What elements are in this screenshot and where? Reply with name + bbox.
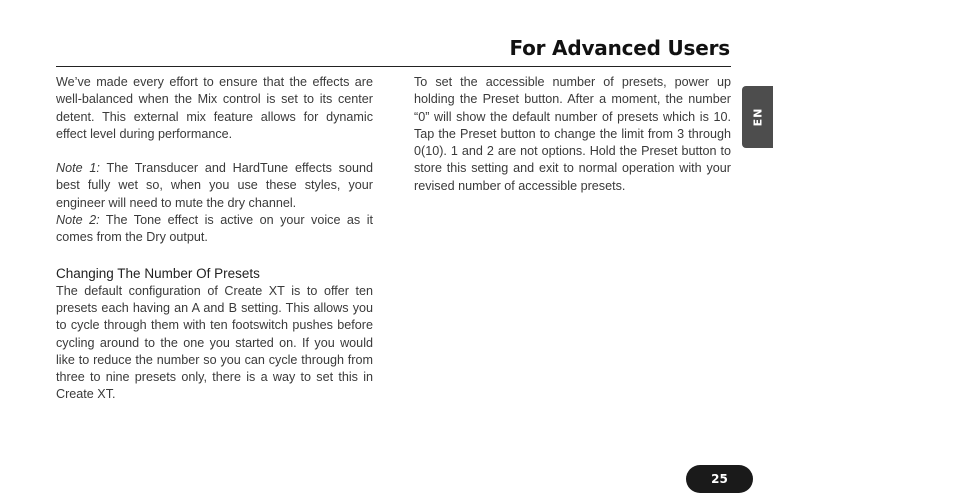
note-1-label: Note 1:	[56, 161, 100, 176]
language-tab-label: EN	[751, 107, 764, 127]
section-heading: Changing The Number Of Presets	[56, 265, 260, 281]
note-2-label: Note 2:	[56, 213, 100, 228]
header-divider	[56, 66, 731, 67]
page-title: For Advanced Users	[509, 36, 730, 60]
right-column	[414, 74, 731, 195]
left-column	[56, 74, 373, 404]
note-2-text: The Tone effect is active on your voice as it comes from the Dry output.	[56, 213, 373, 245]
page-number-badge: 25	[686, 465, 753, 493]
intro-paragraph: We’ve made every effort to ensure that the effects are well-balanced when the Mix control is set to its center detent. This external mix feature allows for dynamic effect level during performance.	[56, 75, 373, 141]
note-2-paragraph	[56, 212, 373, 247]
language-tab	[742, 86, 773, 148]
section-body-paragraph: The default configuration of Create XT is to offer ten presets each having an A and B setting. This allows you to cycle through them with ten footswitch pushes before cycling around to the one you started on. If you would like to reduce the number so you can cycle through from three to nine presets only, there is a way to set this in Create XT.	[56, 283, 373, 402]
note-1-text: The Transducer and HardTune effects sound best fully wet so, when you use these styles, your engineer will need to mute the dry channel.	[56, 161, 373, 210]
note-1-paragraph	[56, 160, 373, 212]
right-body-paragraph: To set the accessible number of presets, power up holding the Preset button. After a moment, the number “0” will show the default number of presets which is 10. Tap the Preset button to change the limit from 3 through 0(10). 1 and 2 are not options. Hold the Preset button to store this setting and exit to normal operation with your revised number of accessible presets.	[414, 75, 731, 193]
